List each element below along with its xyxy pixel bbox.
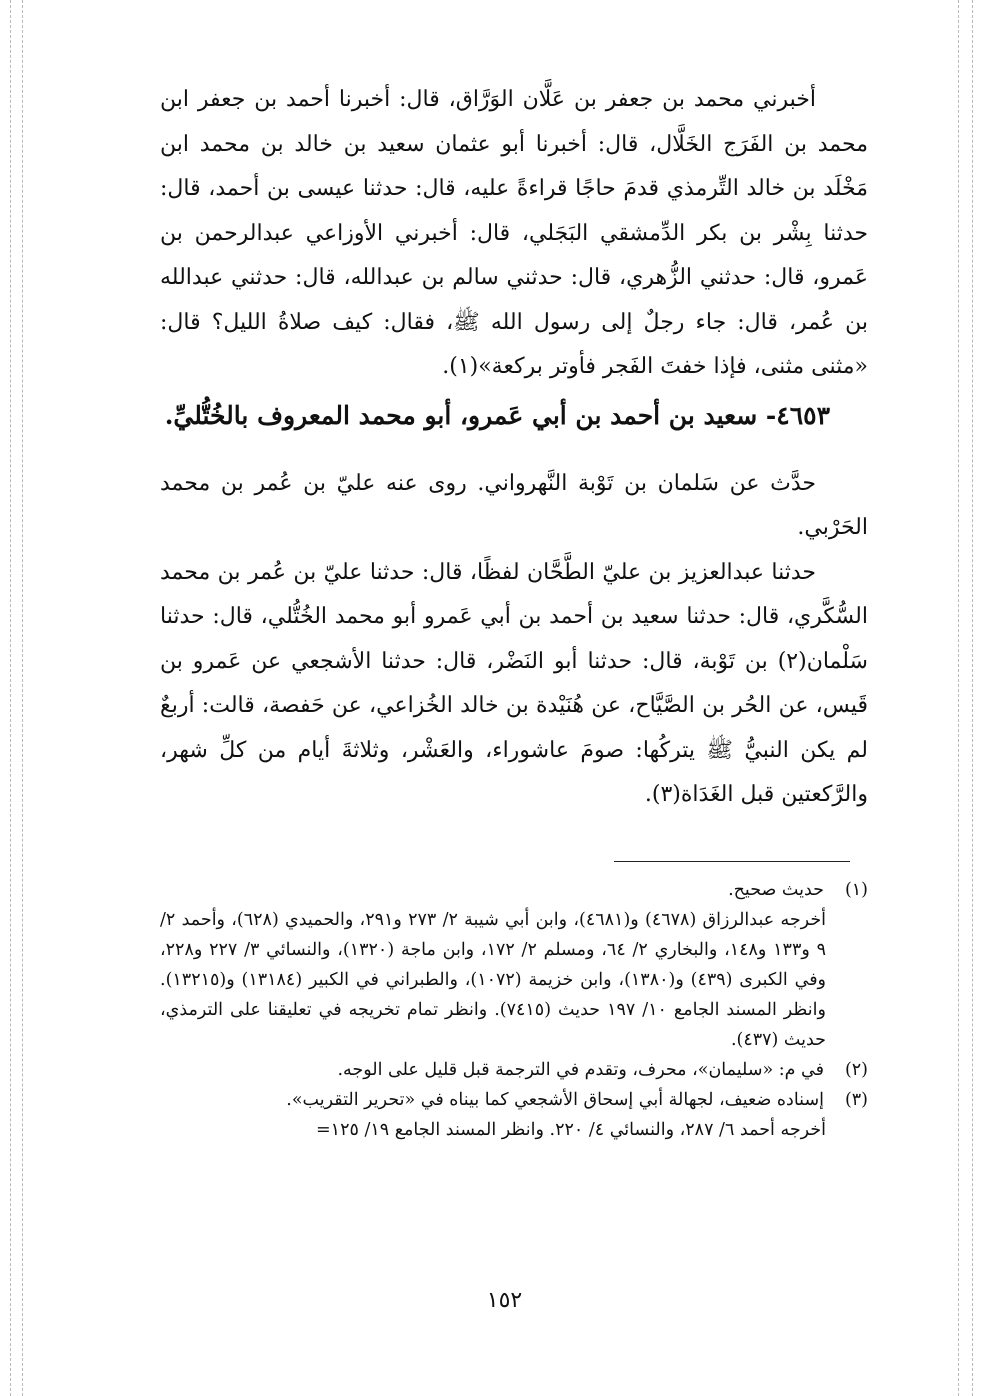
- entry-heading: [160, 392, 868, 440]
- scan-guide-line: [958, 0, 959, 1396]
- scan-guide-line: [22, 0, 23, 1396]
- scan-guide-line: [972, 0, 973, 1396]
- footnote-2: [160, 1055, 868, 1085]
- footnote-number: (٣): [844, 1090, 868, 1110]
- footnote-line: أخرجه عبدالرزاق (٤٦٧٨) و(٤٦٨١)، وابن أبي شيبة ٢/ ٢٧٣ و٢٩١، والحميدي (٦٢٨)، وأحمد ٢/ ٩ و١٣٣ و١٤٨، والبخاري ٢/ ٦٤، ومسلم ٢/ ١٧٢، وابن ماجة (١٣٢٠)، والنسائي ٣/ ٢٢٧ و٢٢٨، وفي الكبرى (٤٣٩) و(١٣٨٠)، وابن خزيمة (١٠٧٢)، والطبراني في الكبير (١٣١٨٤) و(١٣٢١٥). وانظر المسند الجامع ١٠/ ١٩٧ حديث (٧٤١٥). وانظر تمام تخريجه في تعليقنا على الترمذي، حديث (٤٣٧).: [160, 910, 827, 1050]
- footnote-line: إسناده ضعيف، لجهالة أبي إسحاق الأشجعي كما بيناه في «تحرير التقريب».: [286, 1090, 824, 1110]
- footnote-line: في م: «سليمان»، محرف، وتقدم في الترجمة قبل قليل على الوجه.: [337, 1060, 824, 1080]
- paragraph-isnad-1: أخبرني محمد بن جعفر بن عَلَّان الوَرَّاق، قال: أخبرنا أحمد بن جعفر ابن محمد بن الفَرَج الخَلَّال، قال: أخبرنا أبو عثمان سعيد بن خالد بن محمد ابن مَخْلَد بن خالد التِّرمذي قدمَ حاجًا قراءةً عليه، قال: حدثنا عيسى بن أحمد، قال: حدثنا بِشْر بن بكر الدِّمشقي البَجَلي، قال: أخبرني الأوزاعي عبدالرحمن بن عَمرو، قال: حدثني الزُّهري، قال: حدثني سالم بن عبدالله، قال: حدثني عبدالله بن عُمر، قال: جاء رجلٌ إلى رسول الله ﷺ، فقال: كيف صلاةُ الليل؟ قال: «مثنى مثنى، فإذا خفتَ الفَجر فأوتر بركعة»(١).: [160, 87, 868, 379]
- footnote-line: أخرجه أحمد ٦/ ٢٨٧، والنسائي ٤/ ٢٢٠. وانظر المسند الجامع ١٩/ ١٢٥=: [316, 1120, 826, 1140]
- main-text: [160, 78, 868, 818]
- footnote-line: حديث صحيح.: [728, 880, 824, 900]
- scan-guide-line: [10, 0, 11, 1396]
- footnote-number: (١): [844, 880, 868, 900]
- footnote-3: [160, 1085, 868, 1145]
- entry-title: سعيد بن أحمد بن أبي عَمرو، أبو محمد المعروف بالخُتُّليِّ.: [164, 400, 758, 430]
- footnote-number: (٢): [844, 1060, 868, 1080]
- footnotes: [160, 875, 868, 1145]
- paragraph-isnad-2: حدثنا عبدالعزيز بن عليّ الطَّحَّان لفظًا، قال: حدثنا عليّ بن عُمر بن محمد السُّكَّري، قال: حدثنا سعيد بن أحمد بن أبي عَمرو أبو محمد الخُتُّلي، قال: حدثنا سَلْمان(٢) بن تَوْبة، قال: حدثنا أبو النَضْر، قال: حدثنا الأشجعي عن عَمرو بن قَيس، عن الحُر بن الصَّيَّاح، عن هُنَيْدة بن خالد الخُزاعي، عن حَفصة، قالت: أربعٌ لم يكن النبيُّ ﷺ يتركُها: صومَ عاشوراء، والعَشْر، وثلاثةَ أيام من كلِّ شهر، والرَّكعتين قبل الغَدَاة(٣).: [160, 559, 868, 807]
- paragraph-biography: حدَّث عن سَلمان بن تَوْبة النَّهرواني. روى عنه عليّ بن عُمر بن محمد الحَرْبي.: [160, 470, 868, 540]
- entry-number: ٤٦٥٣-: [765, 400, 830, 430]
- footnote-1: [160, 875, 868, 1055]
- footnote-separator: [614, 861, 850, 862]
- page-number: ١٥٢: [486, 1288, 523, 1313]
